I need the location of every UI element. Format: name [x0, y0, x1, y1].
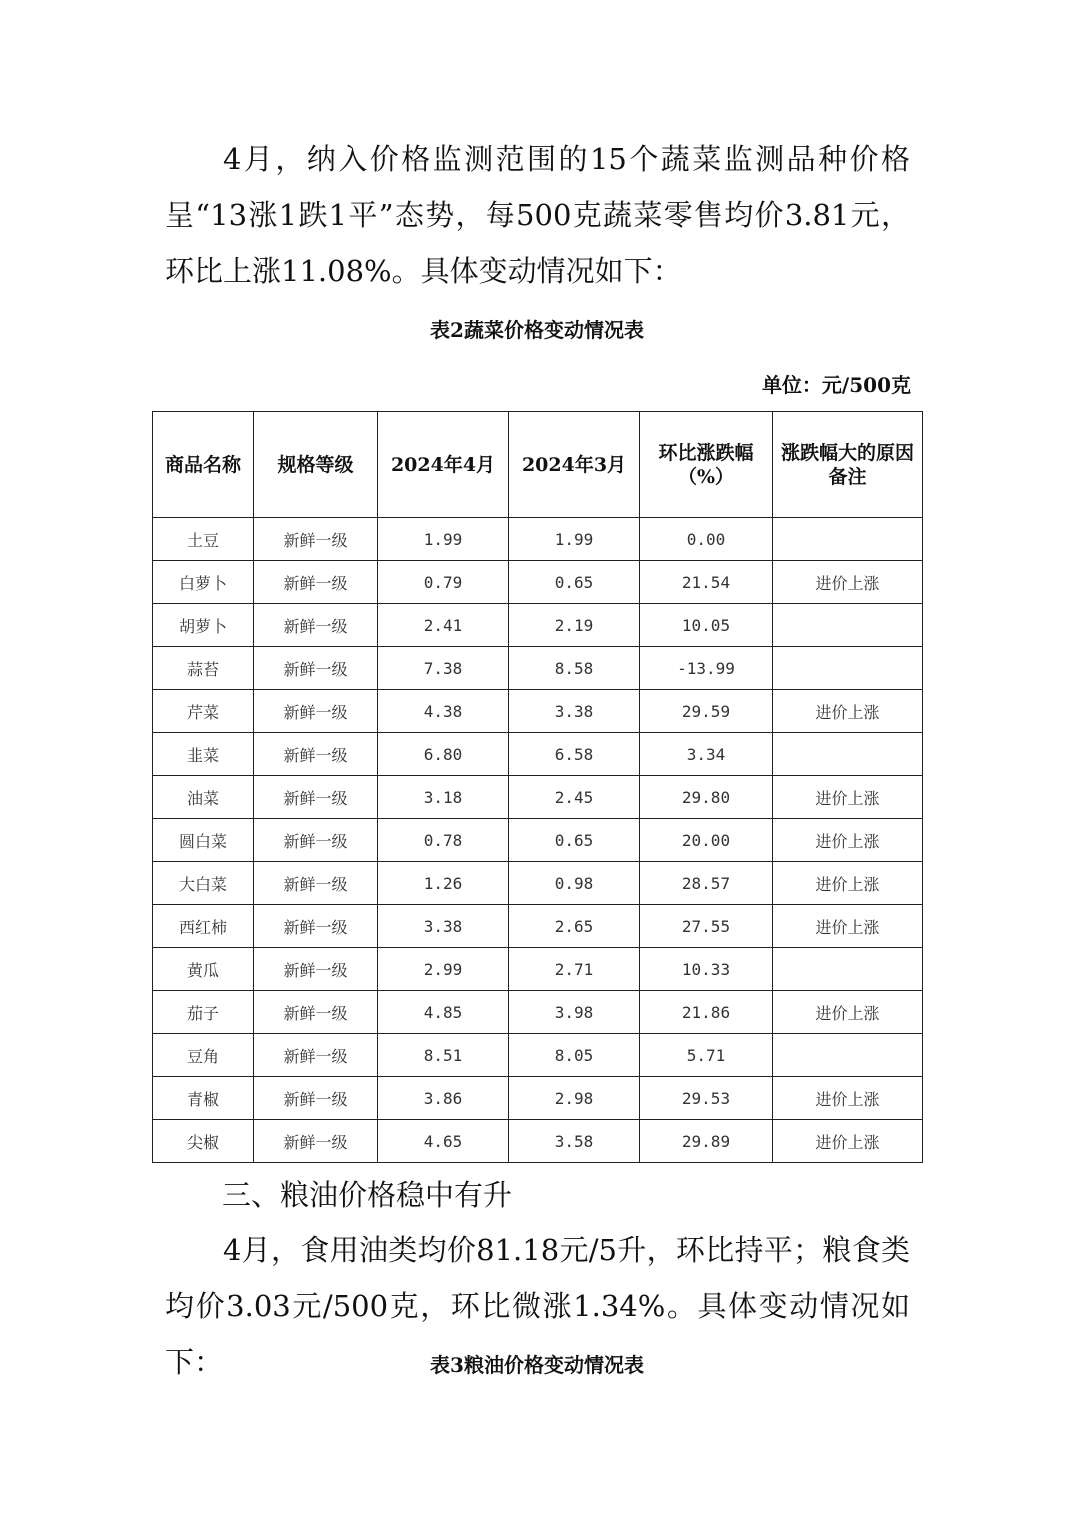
table-row [153, 561, 923, 604]
table-row [153, 518, 923, 561]
cell-mar-price: 2.19 [509, 604, 640, 647]
cell-reason-note: 进价上涨 [773, 905, 923, 948]
cell-product-name: 胡萝卜 [153, 604, 254, 647]
table-row [153, 862, 923, 905]
header-mom-change: 环比涨跌幅（%） [640, 412, 773, 518]
cell-reason-note: 进价上涨 [773, 690, 923, 733]
cell-reason-note: 进价上涨 [773, 862, 923, 905]
cell-grade: 新鲜一级 [254, 862, 378, 905]
cell-mar-price: 2.65 [509, 905, 640, 948]
cell-mar-price: 8.05 [509, 1034, 640, 1077]
cell-reason-note [773, 518, 923, 561]
cell-mar-price: 2.45 [509, 776, 640, 819]
table-row [153, 905, 923, 948]
cell-mar-price: 3.38 [509, 690, 640, 733]
table2-caption: 表2蔬菜价格变动情况表 [430, 318, 644, 342]
cell-product-name: 白萝卜 [153, 561, 254, 604]
cell-product-name: 土豆 [153, 518, 254, 561]
cell-reason-note [773, 733, 923, 776]
cell-grade: 新鲜一级 [254, 604, 378, 647]
cell-reason-note [773, 647, 923, 690]
cell-mom-change: 0.00 [640, 518, 773, 561]
cell-apr-price: 2.99 [378, 948, 509, 991]
cell-grade: 新鲜一级 [254, 690, 378, 733]
table-row [153, 991, 923, 1034]
cell-mar-price: 2.71 [509, 948, 640, 991]
table-row [153, 776, 923, 819]
cell-product-name: 蒜苔 [153, 647, 254, 690]
section-heading: 三、粮油价格稳中有升 [222, 1178, 513, 1212]
header-apr-2024: 2024年4月 [378, 412, 509, 518]
cell-apr-price: 3.86 [378, 1077, 509, 1120]
table-row [153, 604, 923, 647]
cell-grade: 新鲜一级 [254, 905, 378, 948]
cell-mar-price: 0.65 [509, 561, 640, 604]
cell-grade: 新鲜一级 [254, 819, 378, 862]
cell-reason-note: 进价上涨 [773, 1120, 923, 1163]
cell-mar-price: 0.98 [509, 862, 640, 905]
cell-mom-change: 29.89 [640, 1120, 773, 1163]
cell-reason-note: 进价上涨 [773, 991, 923, 1034]
cell-mom-change: 29.59 [640, 690, 773, 733]
cell-mar-price: 3.98 [509, 991, 640, 1034]
cell-reason-note: 进价上涨 [773, 1077, 923, 1120]
cell-product-name: 韭菜 [153, 733, 254, 776]
cell-reason-note [773, 948, 923, 991]
table-row [153, 1034, 923, 1077]
cell-product-name: 豆角 [153, 1034, 254, 1077]
cell-apr-price: 1.99 [378, 518, 509, 561]
table-row [153, 1077, 923, 1120]
cell-mar-price: 8.58 [509, 647, 640, 690]
table-row [153, 819, 923, 862]
cell-mar-price: 2.98 [509, 1077, 640, 1120]
vegetable-price-table [152, 411, 923, 1163]
table-header-row [153, 412, 923, 518]
cell-product-name: 茄子 [153, 991, 254, 1034]
cell-product-name: 圆白菜 [153, 819, 254, 862]
table-row [153, 1120, 923, 1163]
cell-grade: 新鲜一级 [254, 647, 378, 690]
cell-reason-note [773, 1034, 923, 1077]
cell-mom-change: 10.05 [640, 604, 773, 647]
cell-mom-change: 21.54 [640, 561, 773, 604]
cell-mom-change: 10.33 [640, 948, 773, 991]
cell-apr-price: 0.78 [378, 819, 509, 862]
cell-grade: 新鲜一级 [254, 1034, 378, 1077]
cell-mom-change: 3.34 [640, 733, 773, 776]
cell-grade: 新鲜一级 [254, 733, 378, 776]
cell-apr-price: 2.41 [378, 604, 509, 647]
table-row [153, 733, 923, 776]
cell-mom-change: 29.80 [640, 776, 773, 819]
cell-apr-price: 1.26 [378, 862, 509, 905]
table-row [153, 948, 923, 991]
header-grade: 规格等级 [254, 412, 378, 518]
cell-mom-change: -13.99 [640, 647, 773, 690]
cell-mom-change: 21.86 [640, 991, 773, 1034]
cell-reason-note [773, 604, 923, 647]
cell-mar-price: 1.99 [509, 518, 640, 561]
cell-apr-price: 3.38 [378, 905, 509, 948]
intro-paragraph: 4月，纳入价格监测范围的15个蔬菜监测品种价格呈“13涨1跌1平”态势，每500克蔬菜零售均价3.81元，环比上涨11.08%。具体变动情况如下： [165, 142, 910, 288]
cell-product-name: 西红柿 [153, 905, 254, 948]
cell-apr-price: 7.38 [378, 647, 509, 690]
header-product-name: 商品名称 [153, 412, 254, 518]
cell-reason-note: 进价上涨 [773, 776, 923, 819]
cell-product-name: 黄瓜 [153, 948, 254, 991]
cell-product-name: 尖椒 [153, 1120, 254, 1163]
table2-unit: 单位：元/500克 [761, 373, 911, 397]
grain-oil-paragraph: 4月，食用油类均价81.18元/5升，环比持平；粮食类均价3.03元/500克，环比微涨1.34%。具体变动情况如下： [165, 1233, 910, 1379]
header-reason-note: 涨跌幅大的原因备注 [773, 412, 923, 518]
cell-grade: 新鲜一级 [254, 518, 378, 561]
table-row [153, 690, 923, 733]
cell-product-name: 青椒 [153, 1077, 254, 1120]
table-row [153, 647, 923, 690]
cell-mar-price: 0.65 [509, 819, 640, 862]
table3-caption: 表3粮油价格变动情况表 [430, 1353, 644, 1377]
cell-mom-change: 28.57 [640, 862, 773, 905]
cell-apr-price: 4.38 [378, 690, 509, 733]
cell-apr-price: 6.80 [378, 733, 509, 776]
cell-mom-change: 27.55 [640, 905, 773, 948]
cell-product-name: 芹菜 [153, 690, 254, 733]
cell-product-name: 油菜 [153, 776, 254, 819]
cell-apr-price: 3.18 [378, 776, 509, 819]
cell-grade: 新鲜一级 [254, 1120, 378, 1163]
cell-mar-price: 6.58 [509, 733, 640, 776]
cell-grade: 新鲜一级 [254, 991, 378, 1034]
cell-mar-price: 3.58 [509, 1120, 640, 1163]
cell-reason-note: 进价上涨 [773, 819, 923, 862]
cell-grade: 新鲜一级 [254, 1077, 378, 1120]
cell-apr-price: 4.85 [378, 991, 509, 1034]
cell-reason-note: 进价上涨 [773, 561, 923, 604]
cell-product-name: 大白菜 [153, 862, 254, 905]
header-mar-2024: 2024年3月 [509, 412, 640, 518]
cell-apr-price: 4.65 [378, 1120, 509, 1163]
cell-grade: 新鲜一级 [254, 561, 378, 604]
cell-mom-change: 5.71 [640, 1034, 773, 1077]
cell-grade: 新鲜一级 [254, 948, 378, 991]
cell-grade: 新鲜一级 [254, 776, 378, 819]
cell-mom-change: 20.00 [640, 819, 773, 862]
cell-apr-price: 8.51 [378, 1034, 509, 1077]
cell-mom-change: 29.53 [640, 1077, 773, 1120]
cell-apr-price: 0.79 [378, 561, 509, 604]
